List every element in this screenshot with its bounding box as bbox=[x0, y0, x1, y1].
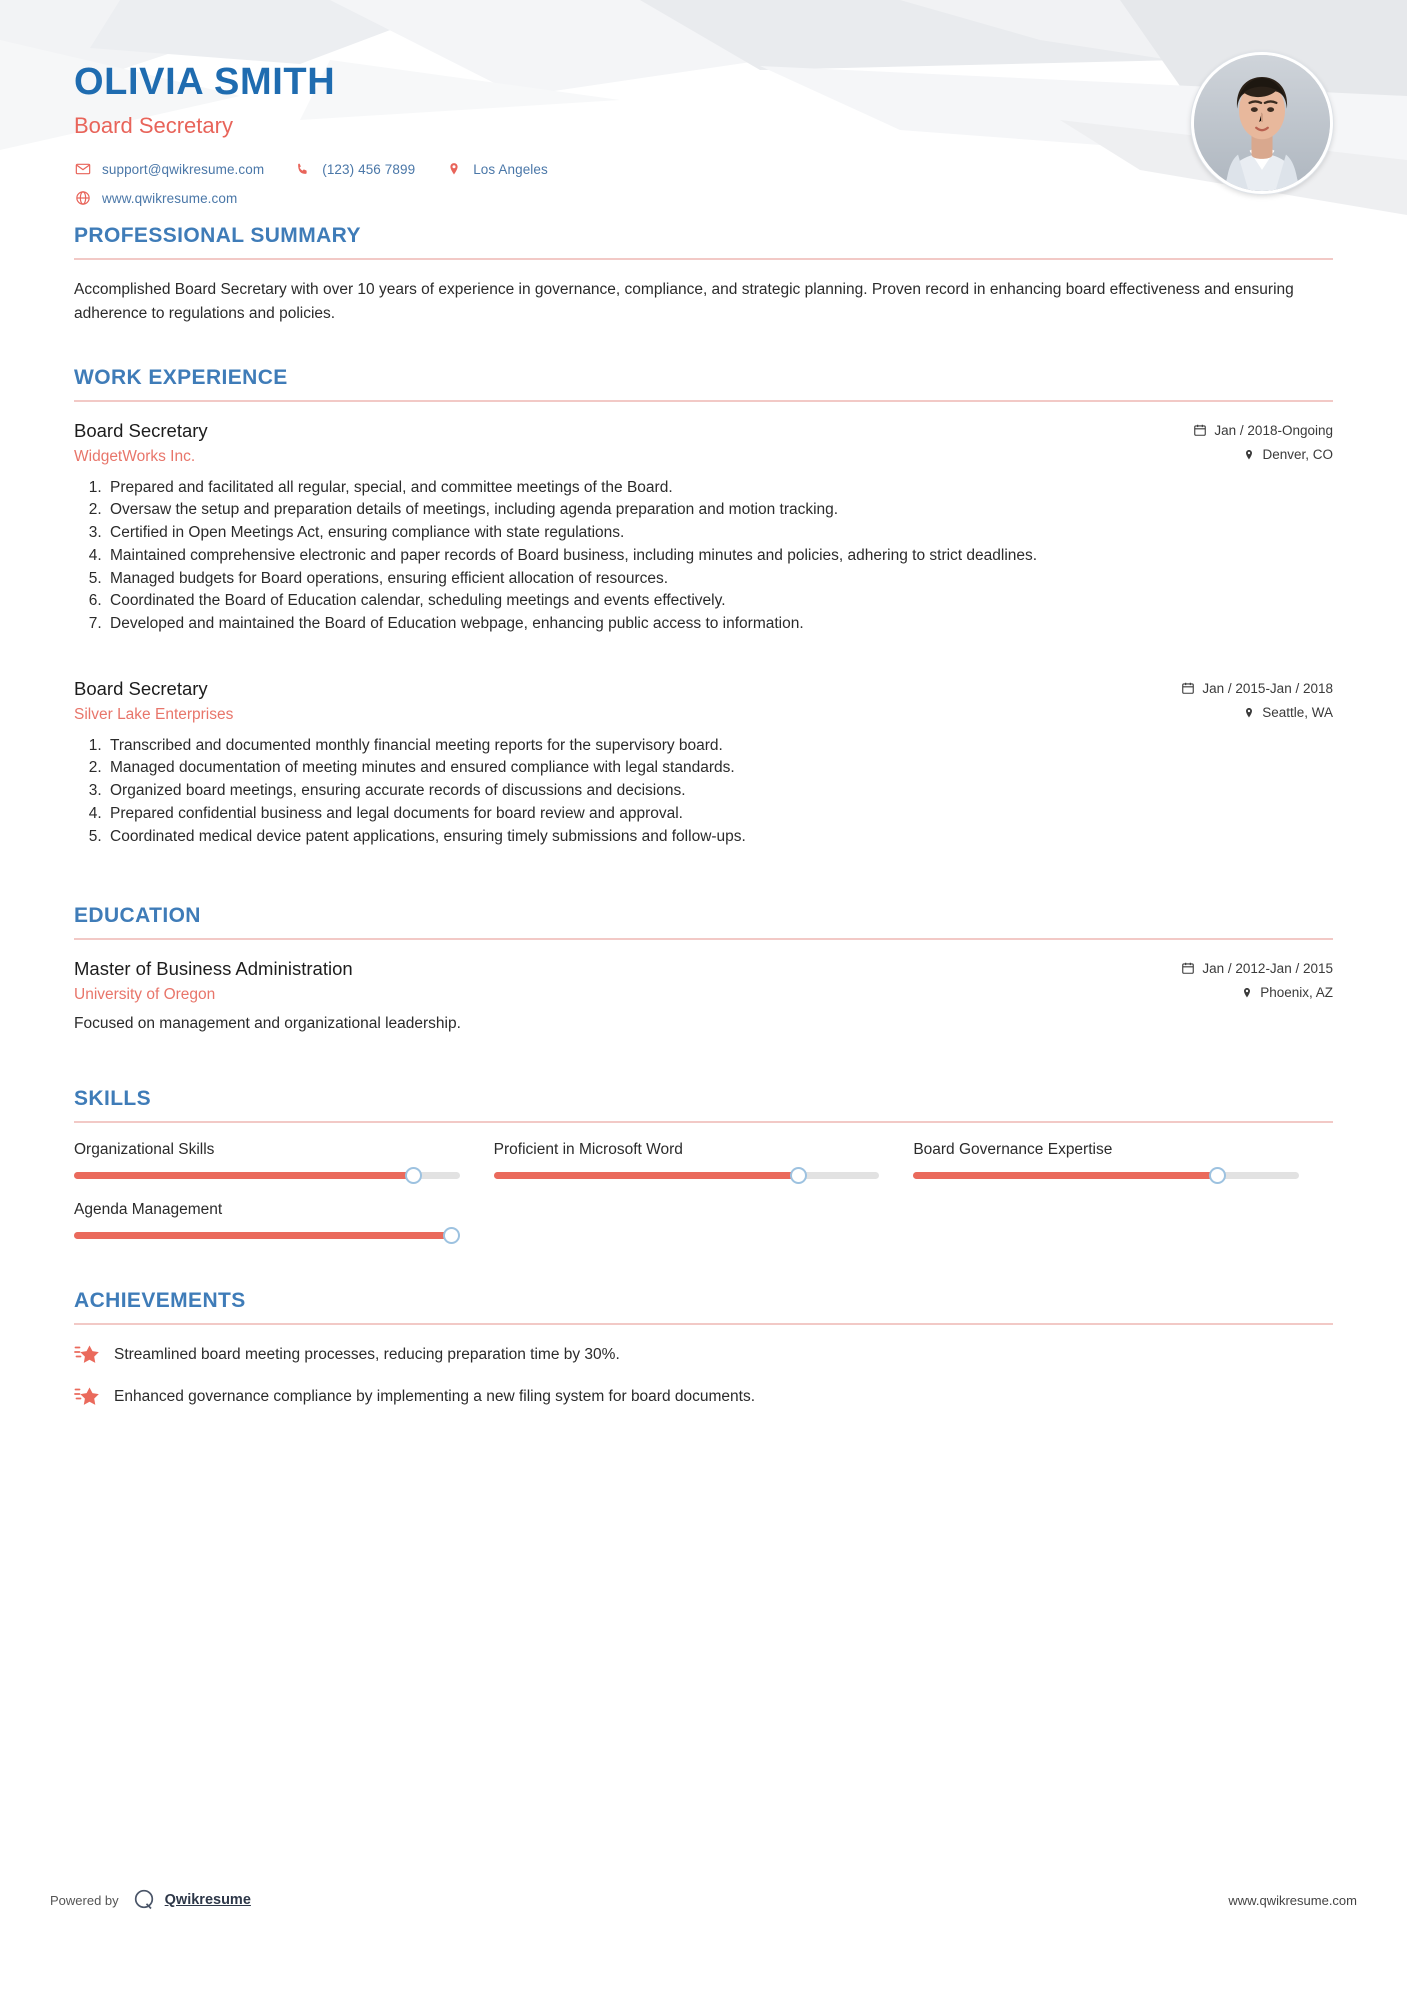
bullet-item: 5. Coordinated medical device patent applications, ensuring timely submissions and follow-ups. bbox=[106, 826, 1333, 849]
education-degree: Master of Business Administration bbox=[74, 958, 353, 980]
calendar-icon bbox=[1193, 423, 1207, 437]
education-location bbox=[1241, 985, 1333, 1000]
resume-header bbox=[74, 0, 1333, 218]
skill-item bbox=[74, 1201, 494, 1239]
bullet-item: 4. Prepared confidential business and legal documents for board review and approval. bbox=[106, 803, 1333, 826]
experience-location-text: Seattle, WA bbox=[1262, 705, 1333, 720]
skill-label: Board Governance Expertise bbox=[913, 1141, 1113, 1159]
skill-slider-fill bbox=[74, 1172, 413, 1179]
avatar bbox=[1191, 52, 1333, 194]
skill-item bbox=[913, 1141, 1333, 1179]
experience-entry bbox=[74, 678, 1333, 848]
bullet-item: 3. Organized board meetings, ensuring accurate records of discussions and decisions. bbox=[106, 780, 1333, 803]
experience-date-text: Jan / 2018-Ongoing bbox=[1214, 422, 1333, 438]
section-divider bbox=[74, 258, 1333, 260]
experience-company: WidgetWorks Inc. bbox=[74, 447, 196, 465]
qwikresume-logo-icon bbox=[132, 1888, 156, 1912]
footer-branding bbox=[50, 1888, 251, 1912]
envelope-icon bbox=[74, 161, 91, 178]
contact-email-text: support@qwikresume.com bbox=[102, 161, 265, 177]
map-marker-icon bbox=[1243, 707, 1255, 719]
location-pin-icon bbox=[445, 161, 462, 178]
section-professional-summary bbox=[74, 224, 1333, 326]
bullet-item: 3. Certified in Open Meetings Act, ensuring compliance with state regulations. bbox=[106, 522, 1333, 545]
skill-slider-knob[interactable] bbox=[1209, 1167, 1226, 1184]
skill-label: Proficient in Microsoft Word bbox=[493, 1141, 683, 1159]
skill-label: Organizational Skills bbox=[74, 1141, 215, 1159]
skill-slider-knob[interactable] bbox=[790, 1167, 807, 1184]
achievement-text: Enhanced governance compliance by implementing a new filing system for board documents. bbox=[114, 1388, 756, 1406]
calendar-icon bbox=[1181, 961, 1195, 975]
section-title-education: EDUCATION bbox=[74, 904, 201, 928]
contact-website[interactable] bbox=[74, 190, 237, 207]
education-location-text: Phoenix, AZ bbox=[1260, 985, 1333, 1001]
achievement-item bbox=[74, 1343, 1333, 1367]
contact-phone[interactable] bbox=[294, 161, 415, 178]
experience-location bbox=[1243, 705, 1333, 720]
bullet-item: 2. Managed documentation of meeting minutes and ensured compliance with legal standards. bbox=[106, 757, 1333, 780]
skill-slider-track[interactable] bbox=[74, 1172, 460, 1179]
experience-company: Silver Lake Enterprises bbox=[74, 705, 234, 723]
contact-website-text: www.qwikresume.com bbox=[102, 190, 238, 206]
footer-brand-link[interactable]: Qwikresume bbox=[164, 1892, 251, 1908]
experience-bullets bbox=[74, 735, 1333, 849]
contact-info bbox=[74, 161, 1333, 207]
skill-slider-knob[interactable] bbox=[443, 1227, 460, 1244]
education-description: Focused on management and organizational leadership. bbox=[74, 1014, 461, 1032]
education-entry bbox=[74, 958, 1333, 1035]
map-marker-icon bbox=[1241, 987, 1253, 999]
experience-date bbox=[1181, 681, 1333, 696]
skills-grid bbox=[74, 1141, 1333, 1261]
skill-slider-fill bbox=[74, 1232, 452, 1239]
bullet-item: 5. Managed budgets for Board operations, ensuring efficient allocation of resources. bbox=[106, 568, 1333, 591]
summary-text: Accomplished Board Secretary with over 10 years of experience in governance, compliance, and strategic planning. Proven record in enhancing board effectiveness and ensuring adherence to regulations and policies. bbox=[74, 281, 1294, 323]
section-work-experience bbox=[74, 366, 1333, 848]
skill-slider-track[interactable] bbox=[494, 1172, 880, 1179]
experience-bullets bbox=[74, 477, 1333, 636]
skill-slider-fill bbox=[494, 1172, 799, 1179]
section-title-summary: PROFESSIONAL SUMMARY bbox=[74, 224, 361, 247]
skill-slider-track[interactable] bbox=[74, 1232, 460, 1239]
skill-label: Agenda Management bbox=[74, 1201, 223, 1219]
contact-row-website bbox=[74, 190, 1333, 207]
achievement-text: Streamlined board meeting processes, reducing preparation time by 30%. bbox=[114, 1346, 620, 1364]
section-divider bbox=[74, 1323, 1333, 1325]
bullet-item: 1. Prepared and facilitated all regular, special, and committee meetings of the Board. bbox=[106, 477, 1333, 500]
section-education bbox=[74, 904, 1333, 1035]
skill-item bbox=[74, 1141, 494, 1179]
contact-location bbox=[445, 161, 548, 178]
section-divider bbox=[74, 1121, 1333, 1123]
experience-location bbox=[1243, 447, 1333, 462]
section-achievements bbox=[74, 1289, 1333, 1409]
skill-slider-fill bbox=[913, 1172, 1218, 1179]
education-date-text: Jan / 2012-Jan / 2015 bbox=[1202, 960, 1333, 976]
education-date bbox=[1181, 961, 1333, 976]
achievement-item bbox=[74, 1385, 1333, 1409]
contact-phone-text: (123) 456 7899 bbox=[322, 161, 416, 177]
skill-slider-knob[interactable] bbox=[405, 1167, 422, 1184]
experience-job-title: Board Secretary bbox=[74, 678, 208, 699]
footer-website[interactable]: www.qwikresume.com bbox=[1228, 1892, 1357, 1908]
experience-location-text: Denver, CO bbox=[1262, 447, 1333, 463]
map-marker-icon bbox=[1243, 449, 1255, 461]
candidate-role: Board Secretary bbox=[74, 112, 233, 138]
experience-date-text: Jan / 2015-Jan / 2018 bbox=[1202, 680, 1333, 696]
section-divider bbox=[74, 938, 1333, 940]
page-footer bbox=[50, 1888, 1357, 1912]
bullet-item: 7. Developed and maintained the Board of Education webpage, enhancing public access to information. bbox=[106, 613, 1333, 636]
section-divider bbox=[74, 400, 1333, 402]
contact-location-text: Los Angeles bbox=[473, 161, 548, 177]
contact-email[interactable] bbox=[74, 161, 264, 178]
bullet-item: 4. Maintained comprehensive electronic and paper records of Board business, including minutes and policies, adhering to strict deadlines. bbox=[106, 545, 1333, 568]
section-title-achievements: ACHIEVEMENTS bbox=[74, 1289, 246, 1313]
bullet-item: 6. Coordinated the Board of Education calendar, scheduling meetings and events effectively. bbox=[106, 590, 1333, 613]
powered-by-label: Powered by bbox=[50, 1892, 119, 1908]
education-institution: University of Oregon bbox=[74, 985, 216, 1003]
contact-row-primary bbox=[74, 161, 1333, 178]
experience-entry bbox=[74, 420, 1333, 636]
globe-icon bbox=[74, 190, 91, 207]
star-badge-icon bbox=[74, 1385, 100, 1409]
section-skills bbox=[74, 1087, 1333, 1261]
skill-item bbox=[494, 1141, 914, 1179]
phone-icon bbox=[294, 161, 311, 178]
bullet-item: 1. Transcribed and documented monthly financial meeting reports for the supervisory board. bbox=[106, 735, 1333, 758]
skill-slider-track[interactable] bbox=[913, 1172, 1299, 1179]
bullet-item: 2. Oversaw the setup and preparation details of meetings, including agenda preparation and motion tracking. bbox=[106, 499, 1333, 522]
experience-job-title: Board Secretary bbox=[74, 420, 208, 442]
section-title-experience: WORK EXPERIENCE bbox=[74, 366, 288, 390]
section-title-skills: SKILLS bbox=[74, 1087, 152, 1111]
experience-date bbox=[1193, 423, 1333, 438]
candidate-name: OLIVIA SMITH bbox=[74, 61, 336, 103]
calendar-icon bbox=[1181, 681, 1195, 695]
star-badge-icon bbox=[74, 1343, 100, 1367]
